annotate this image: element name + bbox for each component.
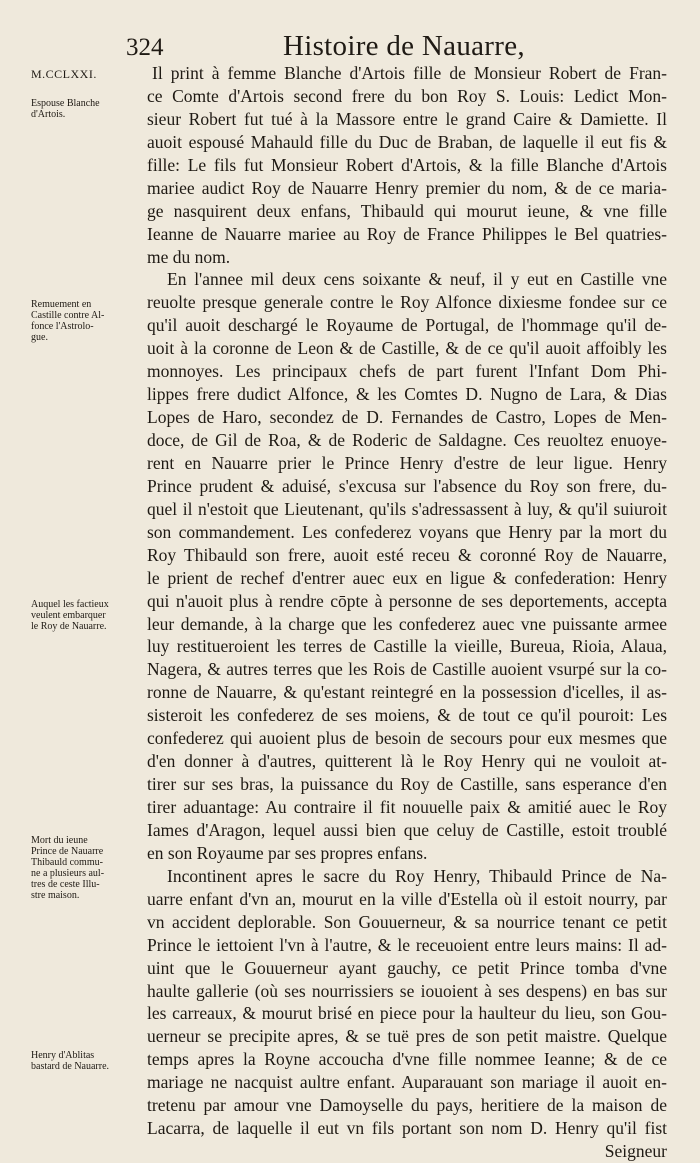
text-line: monnoyes. Les principaux chefs de part furent l'Infant Dom Phi-	[147, 361, 667, 382]
margin-note-line: stre maison.	[31, 890, 80, 901]
text-line: Ieanne de Nauarre mariee au Roy de France Philippes le Bel quatries-	[147, 223, 667, 244]
page-number: 324	[126, 34, 164, 61]
text-line: Prince le iettoient l'vn à l'autre, & le receuoient entre leurs mains: Il ad-	[147, 934, 667, 955]
text-line: son commandement. Les confederez voyans que Henry par la mort du	[147, 521, 667, 542]
running-title: Histoire de Nauarre,	[283, 30, 525, 62]
text-line: qu'il auoit deschargé le Royaume de Portugal, de l'hommage qu'il de-	[147, 315, 667, 336]
margin-note-line: d'Artois.	[31, 109, 66, 120]
text-line: ge nasquirent deux enfans, Thibauld qui mourut ieune, & vne fille	[147, 200, 667, 221]
margin-note-line: Prince de Nauarre	[31, 846, 104, 857]
margin-note-remuement	[31, 299, 131, 343]
text-line: en son Royaume par ses propres enfans.	[147, 842, 428, 863]
text-line: mariage ne nacquist aultre enfant. Auparauant son mariage il auoit en-	[147, 1072, 667, 1093]
text-line: uerneur se precipite apres, & se tuë pres de son petit maistre. Quelque	[147, 1026, 667, 1047]
margin-note-line: Thibauld commu-	[31, 857, 103, 868]
text-line: uarre enfant d'vn an, mourut en la ville d'Estella où il estoit nourry, par	[147, 888, 667, 909]
margin-note-line: Espouse Blanche	[31, 98, 100, 109]
margin-note-line: tres de ceste Illu-	[31, 879, 100, 890]
margin-note-henry	[31, 1050, 131, 1072]
text-line: ce Comte d'Artois second frere du bon Roy S. Louis: Ledict Mon-	[147, 85, 667, 106]
text-line: doce, de Gil de Roa, & de Roderic de Saldagne. Ces reuoltez enuoye-	[147, 430, 667, 450]
margin-note-espouse	[31, 98, 131, 120]
text-line: les carreaux, & mourut brisé en piece pour la haulteur du lieu, son Gou-	[147, 1003, 667, 1024]
text-line: lippes frere dudict Alfonce, & les Comtes D. Nugno de Lara, & Dias	[147, 384, 667, 405]
text-line: d'en donner à d'autres, quitterent là le Roy Henry qui ne vouloit at-	[147, 751, 667, 772]
margin-note-line: Auquel les factieux	[31, 599, 109, 610]
catchword: Seigneur	[604, 1141, 667, 1162]
text-line: haulte gallerie (où ses nourrissiers se iouoient à ses despens) en bas sur	[147, 980, 667, 1001]
margin-note-line: le Roy de Nauarre.	[31, 621, 107, 632]
text-line: Lacarra, de laquelle il eut vn fils portant son nom D. Henry qu'il fist	[147, 1118, 667, 1139]
margin-note-line: bastard de Nauarre.	[31, 1061, 110, 1072]
margin-note-line: ne a plusieurs aul-	[31, 868, 105, 879]
text-line: Lopes de Haro, secondez de D. Fernandes de Castro, Lopes de Men-	[147, 407, 667, 428]
margin-note-line: Mort du ieune	[31, 835, 88, 846]
text-line: Incontinent apres le sacre du Roy Henry, Thibauld Prince de Na-	[167, 865, 667, 886]
margin-note-mort	[31, 835, 131, 901]
text-line: rent en Nauarre prier le Prince Henry d'estre de leur ligue. Henry	[147, 452, 667, 473]
text-line: auoit espousé Mahauld fille du Duc de Braban, de laquelle il eut fis &	[147, 131, 667, 152]
body-text	[147, 62, 667, 1163]
text-line: fille: Le fils fut Monsieur Robert d'Artois, & la fille Blanche d'Artois	[147, 154, 667, 175]
text-line: luy restitueroient les terres de Castille la vieille, Bureua, Rioia, Alaua,	[147, 636, 667, 657]
text-line: vn accident deplorable. Son Gouuerneur, & sa nourrice tenant ce petit	[147, 911, 667, 932]
text-line: tirer sur ses bras, la puissance du Roy de Castille, sans esperance d'en	[147, 774, 667, 795]
text-line: uoit à la coronne de Leon & de Castille, & de ce qu'il auoit affoibly les	[147, 338, 667, 359]
text-line: reuolte presque generale contre le Roy Alfonce dixiesme fondee sur ce	[147, 292, 667, 313]
margin-note-line: veulent embarquer	[31, 610, 106, 621]
year-marker: M.CCLXXI.	[31, 67, 97, 81]
text-line: Iames d'Aragon, lequel aussi bien que celuy de Castille, estoit troublé	[147, 819, 667, 840]
text-line: uint que le Gouuerneur ayant gauchy, ce petit Prince tomba d'vne	[147, 957, 667, 978]
text-line: leur demande, à la charge que les confederez auec vne puissante armee	[147, 613, 667, 634]
text-line: confederez qui auoient plus de besoin de secours pour eux mesmes que	[147, 728, 667, 749]
text-line: Roy Thibauld son frere, auoit esté receu & coronné Roy de Nauarre,	[147, 544, 667, 565]
text-line: tirer aduantage: Au contraire il fit nouuelle paix & amitié auec le Roy	[147, 797, 667, 817]
margin-note-line: gue.	[31, 332, 48, 343]
text-line: tretenu par amour vne Damoyselle du pays, heritiere de la maison de	[147, 1095, 667, 1116]
text-line: ronne de Nauarre, & qu'estant reintegré en la possession d'icelles, il as-	[147, 682, 667, 703]
margin-note-factieux	[31, 599, 131, 632]
margin-note-line: fonce l'Astrolo-	[31, 321, 94, 332]
margin-note-line: Remuement en	[31, 299, 92, 310]
text-line: qui n'auoit plus à rendre cōpte à personne de ses deportements, accepta	[147, 590, 667, 611]
text-line: quel il n'estoit que Lieutenant, qu'ils s'adressassent à luy, & qu'il suiuroit	[147, 498, 667, 519]
text-line: me du nom.	[147, 246, 231, 267]
text-line: Il print à femme Blanche d'Artois fille de Monsieur Robert de Fran-	[152, 63, 667, 83]
text-line: sieur Robert fut tué à la Massore entre le grand Caire & Damiette. Il	[147, 108, 667, 129]
text-line: temps apres la Royne accoucha d'vne fille nommee Ieanne; & de ce	[147, 1049, 667, 1070]
text-line: mariee audict Roy de Nauarre Henry premier du nom, & de ce maria-	[147, 177, 667, 198]
text-line: En l'annee mil deux cens soixante & neuf, il y eut en Castille vne	[167, 269, 667, 290]
text-line: le prient de rechef d'entrer auec eux en ligue & confederation: Henry	[147, 567, 667, 588]
text-line: Prince prudent & aduisé, s'excusa sur l'absence du Roy son frere, du-	[147, 475, 667, 496]
margin-note-line: Castille contre Al-	[31, 310, 105, 321]
text-line: sisteroit les confederez de ses moiens, & de tout ce qu'il pouroit: Les	[147, 705, 667, 726]
text-line: Nagera, & autres terres que les Rois de Castille auoient vsurpé sur la co-	[147, 659, 667, 680]
margin-note-line: Henry d'Ablitas	[31, 1050, 95, 1061]
